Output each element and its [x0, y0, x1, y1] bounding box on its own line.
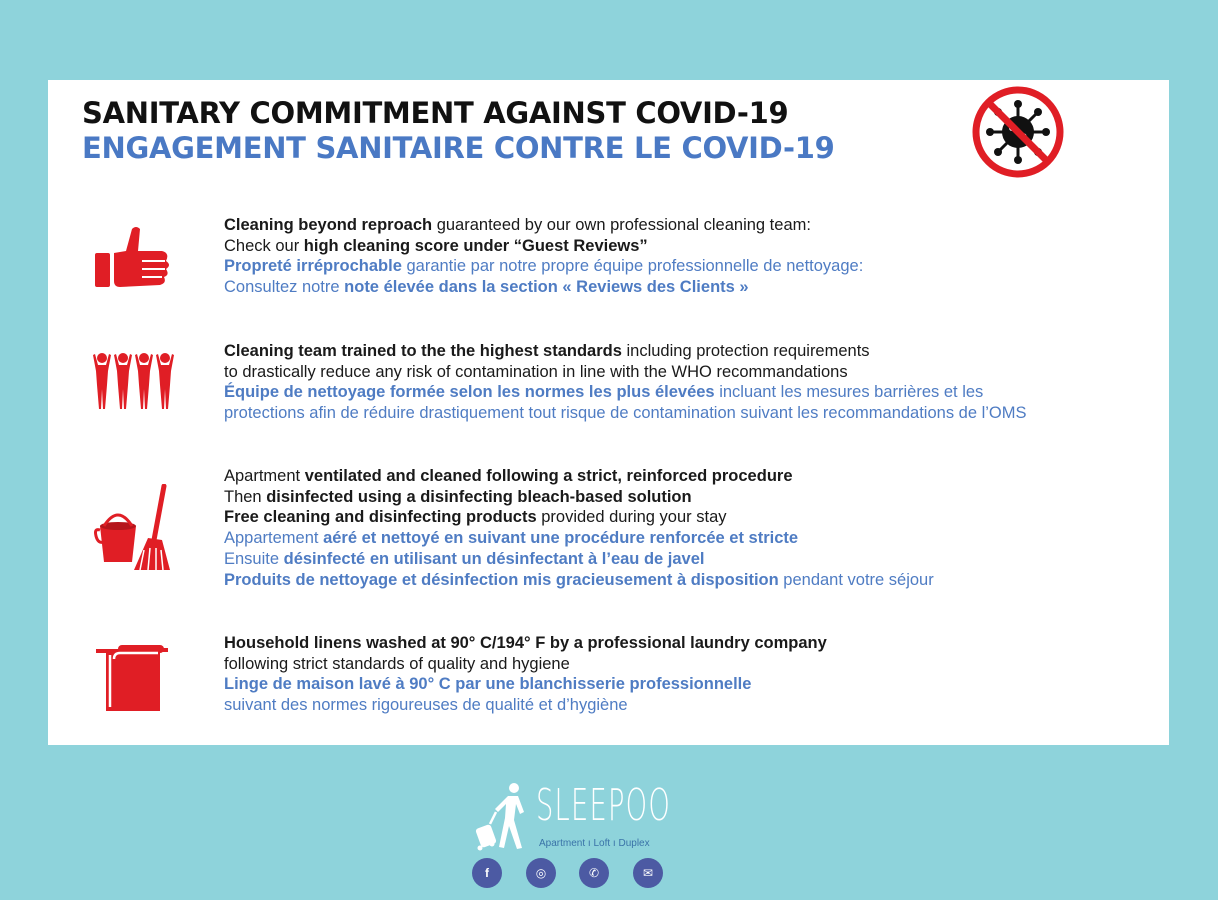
text-segment: suivant des normes rigoureuses de qualité et d’hygiène — [224, 696, 628, 715]
text-line-en — [224, 215, 863, 236]
facebook-button[interactable] — [472, 858, 502, 888]
text-line-en — [224, 341, 1027, 362]
text-segment: note élevée dans la section « Reviews des Clients » — [344, 278, 749, 297]
text-line-en — [224, 487, 934, 508]
text-segment: protections afin de réduire drastiquement tout risque de contamination suivant les recommandations de l’OMS — [224, 404, 1027, 423]
text-segment: Cleaning team trained to the the highest standards — [224, 342, 622, 360]
brand-name: SLEEPOO — [536, 780, 672, 831]
text-segment: Linge de maison lavé à 90° C par une blanchisserie professionnelle — [224, 675, 752, 694]
text-segment: following strict standards of quality and hygiene — [224, 654, 570, 673]
text-segment: Then — [224, 487, 267, 506]
text-line-en — [224, 654, 827, 675]
text-segment: Produits de nettoyage et désinfection mis gracieusement à disposition — [224, 570, 779, 589]
text-line-en — [224, 466, 934, 487]
text-segment: Équipe de nettoyage formée selon les normes les plus élevées — [224, 383, 715, 402]
whatsapp-icon: ✆ — [588, 866, 600, 880]
text-line-fr — [224, 695, 827, 716]
thumbs-up-icon — [92, 223, 172, 293]
text-segment: Check our — [224, 236, 304, 255]
section-text — [224, 215, 863, 298]
text-segment: désinfecté en utilisant un désinfectant à l’eau de javel — [283, 549, 705, 568]
text-line-en — [224, 236, 863, 257]
section-text — [224, 633, 827, 716]
email-icon: ✉ — [642, 866, 654, 880]
title-french: ENGAGEMENT SANITAIRE CONTRE LE COVID-19 — [82, 131, 835, 165]
text-segment: pendant votre séjour — [778, 570, 934, 589]
text-line-fr — [224, 674, 827, 695]
text-segment: Ensuite — [224, 549, 284, 568]
text-line-fr — [224, 382, 1027, 403]
no-virus-icon — [969, 83, 1067, 181]
text-segment: including protection requirements — [621, 342, 870, 360]
text-segment: garantie par notre propre équipe professionnelle de nettoyage: — [401, 257, 864, 276]
text-line-fr — [224, 277, 863, 298]
email-button[interactable] — [633, 858, 663, 888]
text-segment: Cleaning beyond reproach — [224, 216, 433, 234]
section-text — [224, 466, 934, 590]
brand-tagline: Apartment ı Loft ı Duplex — [539, 838, 650, 849]
text-line-fr — [224, 528, 934, 549]
whatsapp-button[interactable] — [579, 858, 609, 888]
towel-icon — [92, 639, 172, 711]
text-segment: Consultez notre — [224, 278, 345, 297]
traveler-logo-icon — [474, 782, 536, 852]
bucket-mop-icon — [92, 484, 178, 574]
text-line-fr — [224, 570, 934, 591]
text-segment: incluant les mesures barrières et les — [714, 383, 984, 402]
text-segment: disinfected using a disinfecting bleach-based solution — [266, 487, 692, 506]
text-line-en — [224, 507, 934, 528]
text-line-fr — [224, 549, 934, 570]
text-segment: ventilated and cleaned following a strict, reinforced procedure — [304, 467, 793, 485]
text-segment: Free cleaning and disinfecting products — [224, 508, 537, 527]
text-line-en — [224, 633, 827, 654]
covid-commitment-card — [48, 80, 1169, 745]
text-segment: Appartement — [224, 529, 324, 548]
text-segment: to drastically reduce any risk of contamination in line with the WHO recommandations — [224, 362, 848, 381]
facebook-icon: f — [485, 866, 489, 880]
text-segment: Propreté irréprochable — [224, 257, 402, 276]
title-english: SANITARY COMMITMENT AGAINST COVID-19 — [82, 96, 789, 130]
text-segment: guaranteed by our own professional cleaning team: — [432, 216, 811, 234]
text-segment: Apartment — [224, 467, 305, 485]
text-segment: Household linens washed at 90° C/194° F by a professional laundry company — [224, 634, 827, 652]
section-text — [224, 341, 1027, 424]
text-segment: high cleaning score under “Guest Reviews” — [303, 236, 648, 255]
text-line-en — [224, 362, 1027, 383]
text-segment: aéré et nettoyé en suivant une procédure renforcée et stricte — [323, 529, 799, 548]
text-line-fr — [224, 403, 1027, 424]
team-icon — [92, 351, 176, 411]
instagram-button[interactable] — [526, 858, 556, 888]
text-segment: provided during your stay — [536, 508, 727, 527]
text-line-fr — [224, 256, 863, 277]
footer — [470, 778, 670, 900]
instagram-icon: ◎ — [535, 866, 547, 880]
